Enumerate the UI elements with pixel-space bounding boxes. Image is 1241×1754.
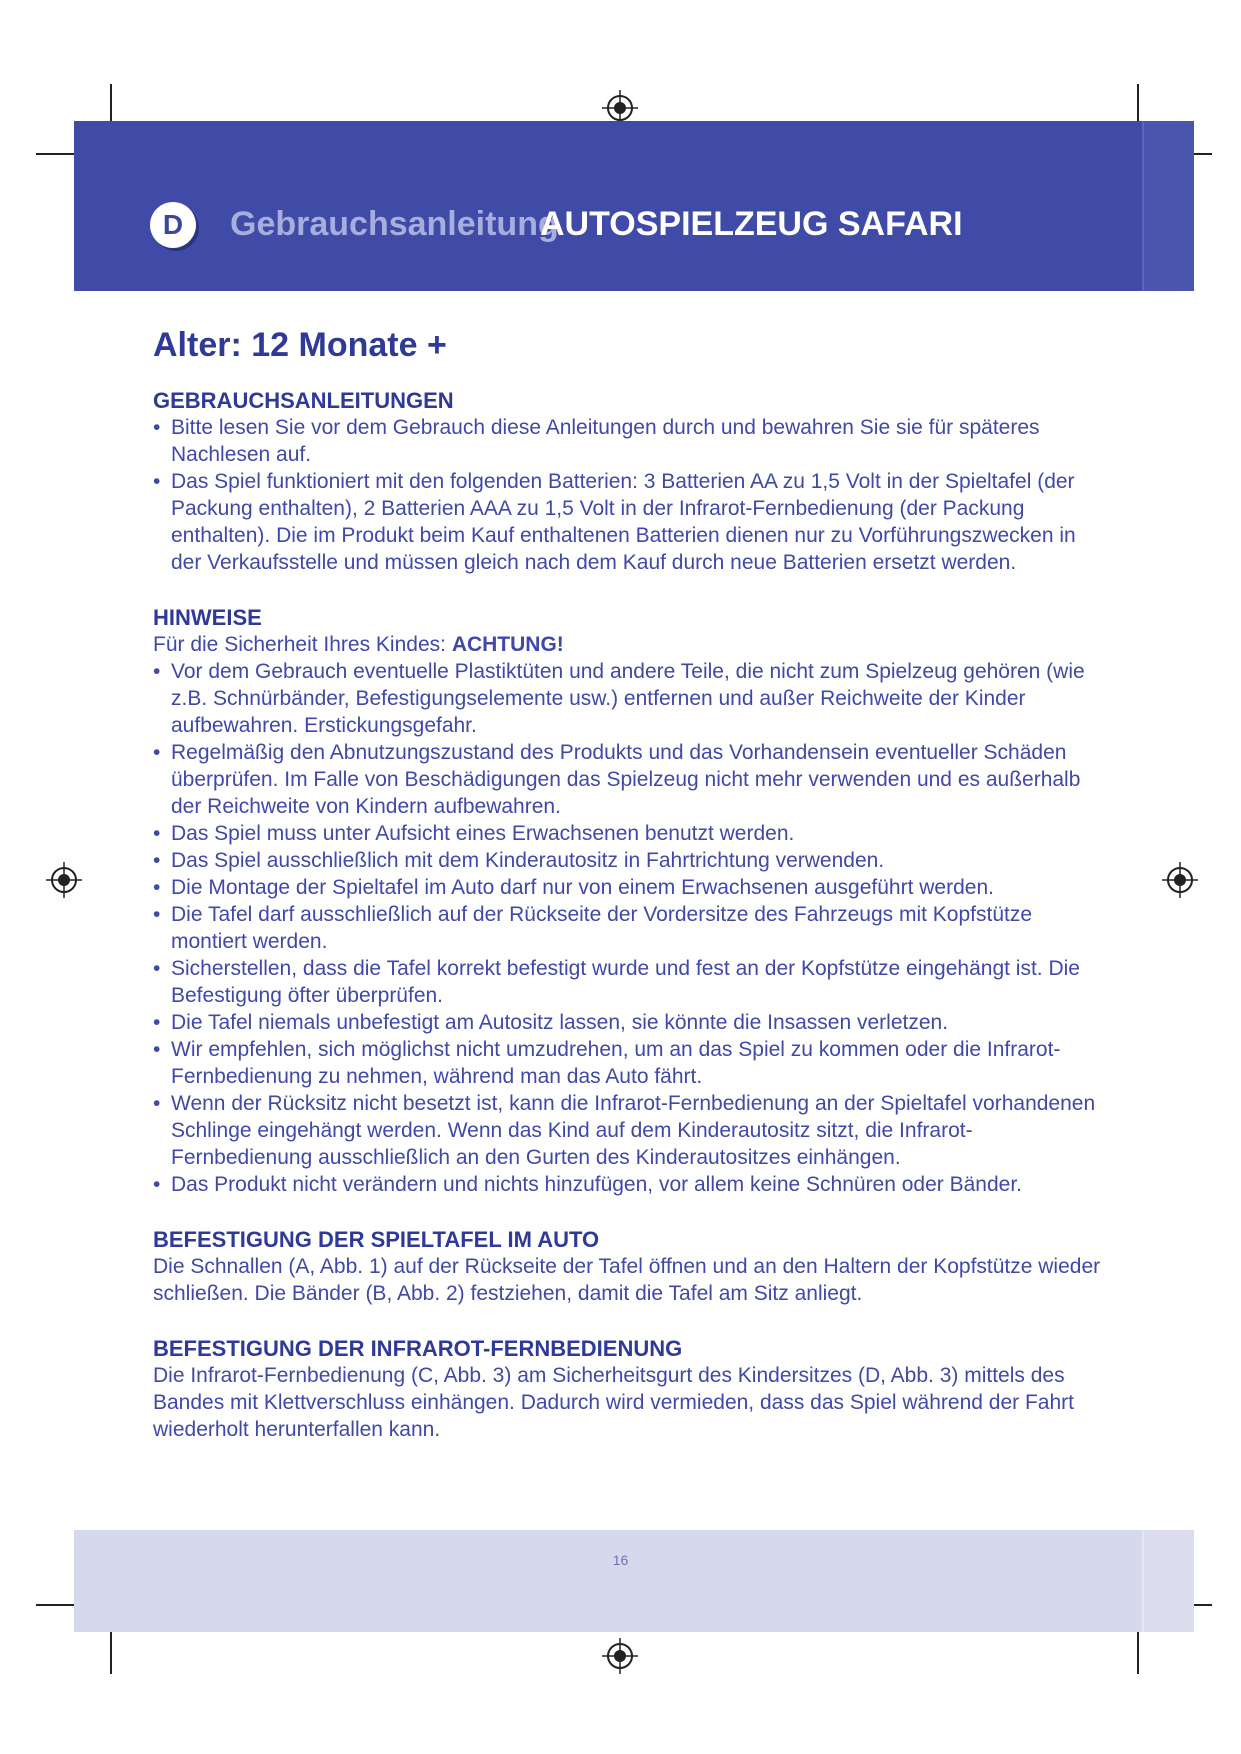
page-number: 16: [612, 1552, 629, 1568]
usage-heading: GEBRAUCHSANLEITUNGEN: [153, 388, 454, 413]
usage-section: [153, 387, 1103, 576]
notes-intro-text: Für die Sicherheit Ihres Kindes:: [153, 633, 452, 656]
mount-panel-heading: BEFESTIGUNG DER SPIELTAFEL IM AUTO: [153, 1227, 600, 1252]
mount-panel-section: [153, 1226, 1103, 1307]
registration-mark-icon: [1160, 860, 1200, 900]
list-item: • Das Spiel ausschließlich mit dem Kinderautositz in Fahrtrichtung verwenden.: [153, 847, 1103, 874]
registration-mark-icon: [600, 1636, 640, 1676]
list-item: • Wenn der Rücksitz nicht besetzt ist, kann die Infrarot-Fernbedienung an der Spieltafel vorhandenen Schlinge eingehängt werden. Wenn das Kind auf dem Kinderautositz sitzt, die Infrarot-Fernbedienung ausschließlich an den Gurten des Kinderautositzes einhängen.: [153, 1090, 1103, 1171]
usage-list: [153, 414, 1103, 576]
header-title: AUTOSPIELZEUG SAFARI: [540, 205, 963, 243]
list-item: • Bitte lesen Sie vor dem Gebrauch diese Anleitungen durch und bewahren Sie sie für späteres Nachlesen auf.: [153, 414, 1103, 468]
footer-band: [74, 1530, 1194, 1632]
language-badge: D: [150, 202, 196, 248]
list-item: • Regelmäßig den Abnutzungszustand des Produkts und das Vorhandensein eventueller Schäden überprüfen. Im Falle von Beschädigungen das Spielzeug nicht mehr verwenden und es außerhalb der Reichweite von Kindern aufbewahren.: [153, 739, 1103, 820]
notes-heading: HINWEISE: [153, 605, 262, 630]
list-item: • Das Produkt nicht verändern und nichts hinzufügen, vor allem keine Schnüren oder Bänder.: [153, 1171, 1103, 1198]
notes-intro: [153, 631, 1103, 658]
list-item: • Die Tafel darf ausschließlich auf der Rückseite der Vordersitze des Fahrzeugs mit Kopfstütze montiert werden.: [153, 901, 1103, 955]
registration-mark-icon: [44, 860, 84, 900]
list-item: • Das Spiel funktioniert mit den folgenden Batterien: 3 Batterien AA zu 1,5 Volt in der Spieltafel (der Packung enthalten), 2 Batterien AAA zu 1,5 Volt in der Infrarot-Fernbedienung (der Packung enthalten). Die im Produkt beim Kauf enthaltenen Batterien dienen nur zu Vorführungszwecken in der Verkaufsstelle und müssen gleich nach dem Kauf durch neue Batterien ersetzt werden.: [153, 468, 1103, 576]
main-content: [153, 325, 1103, 1471]
warning-label: ACHTUNG!: [451, 633, 564, 656]
age-heading: Alter: 12 Monate +: [153, 326, 447, 364]
list-item: • Wir empfehlen, sich möglichst nicht umzudrehen, um an das Spiel zu kommen oder die Infrarot-Fernbedienung zu nehmen, während man das Auto fährt.: [153, 1036, 1103, 1090]
mount-remote-text: Die Infrarot-Fernbedienung (C, Abb. 3) am Sicherheitsgurt des Kindersitzes (D, Abb. 3) mittels des Bandes mit Klettverschluss einhängen. Dadurch wird vermieden, dass das Spiel während der Fahrt wiederholt herunterfallen kann.: [153, 1364, 1074, 1441]
header-subtitle: Gebrauchsanleitung: [230, 205, 559, 243]
notes-section: [153, 604, 1103, 1198]
list-item: • Das Spiel muss unter Aufsicht eines Erwachsenen benutzt werden.: [153, 820, 1103, 847]
mount-remote-heading: BEFESTIGUNG DER INFRAROT-FERNBEDIENUNG: [153, 1336, 683, 1361]
header-bleed: [1142, 121, 1194, 291]
footer-bleed: [1142, 1530, 1194, 1632]
list-item: • Die Montage der Spieltafel im Auto darf nur von einem Erwachsenen ausgeführt werden.: [153, 874, 1103, 901]
mount-panel-text: Die Schnallen (A, Abb. 1) auf der Rückseite der Tafel öffnen und an den Haltern der Kopfstütze wieder schließen. Die Bänder (B, Abb. 2) festziehen, damit die Tafel am Sitz anliegt.: [153, 1255, 1101, 1305]
notes-list: [153, 658, 1103, 1198]
list-item: • Vor dem Gebrauch eventuelle Plastiktüten und andere Teile, die nicht zum Spielzeug gehören (wie z.B. Schnürbänder, Befestigungselemente usw.) entfernen und außer Reichweite der Kinder aufbewahren. Erstickungsgefahr.: [153, 658, 1103, 739]
list-item: • Die Tafel niemals unbefestigt am Autositz lassen, sie könnte die Insassen verletzen.: [153, 1009, 1103, 1036]
mount-remote-section: [153, 1335, 1103, 1443]
list-item: • Sicherstellen, dass die Tafel korrekt befestigt wurde und fest an der Kopfstütze eingehängt ist. Die Befestigung öfter überprüfen.: [153, 955, 1103, 1009]
